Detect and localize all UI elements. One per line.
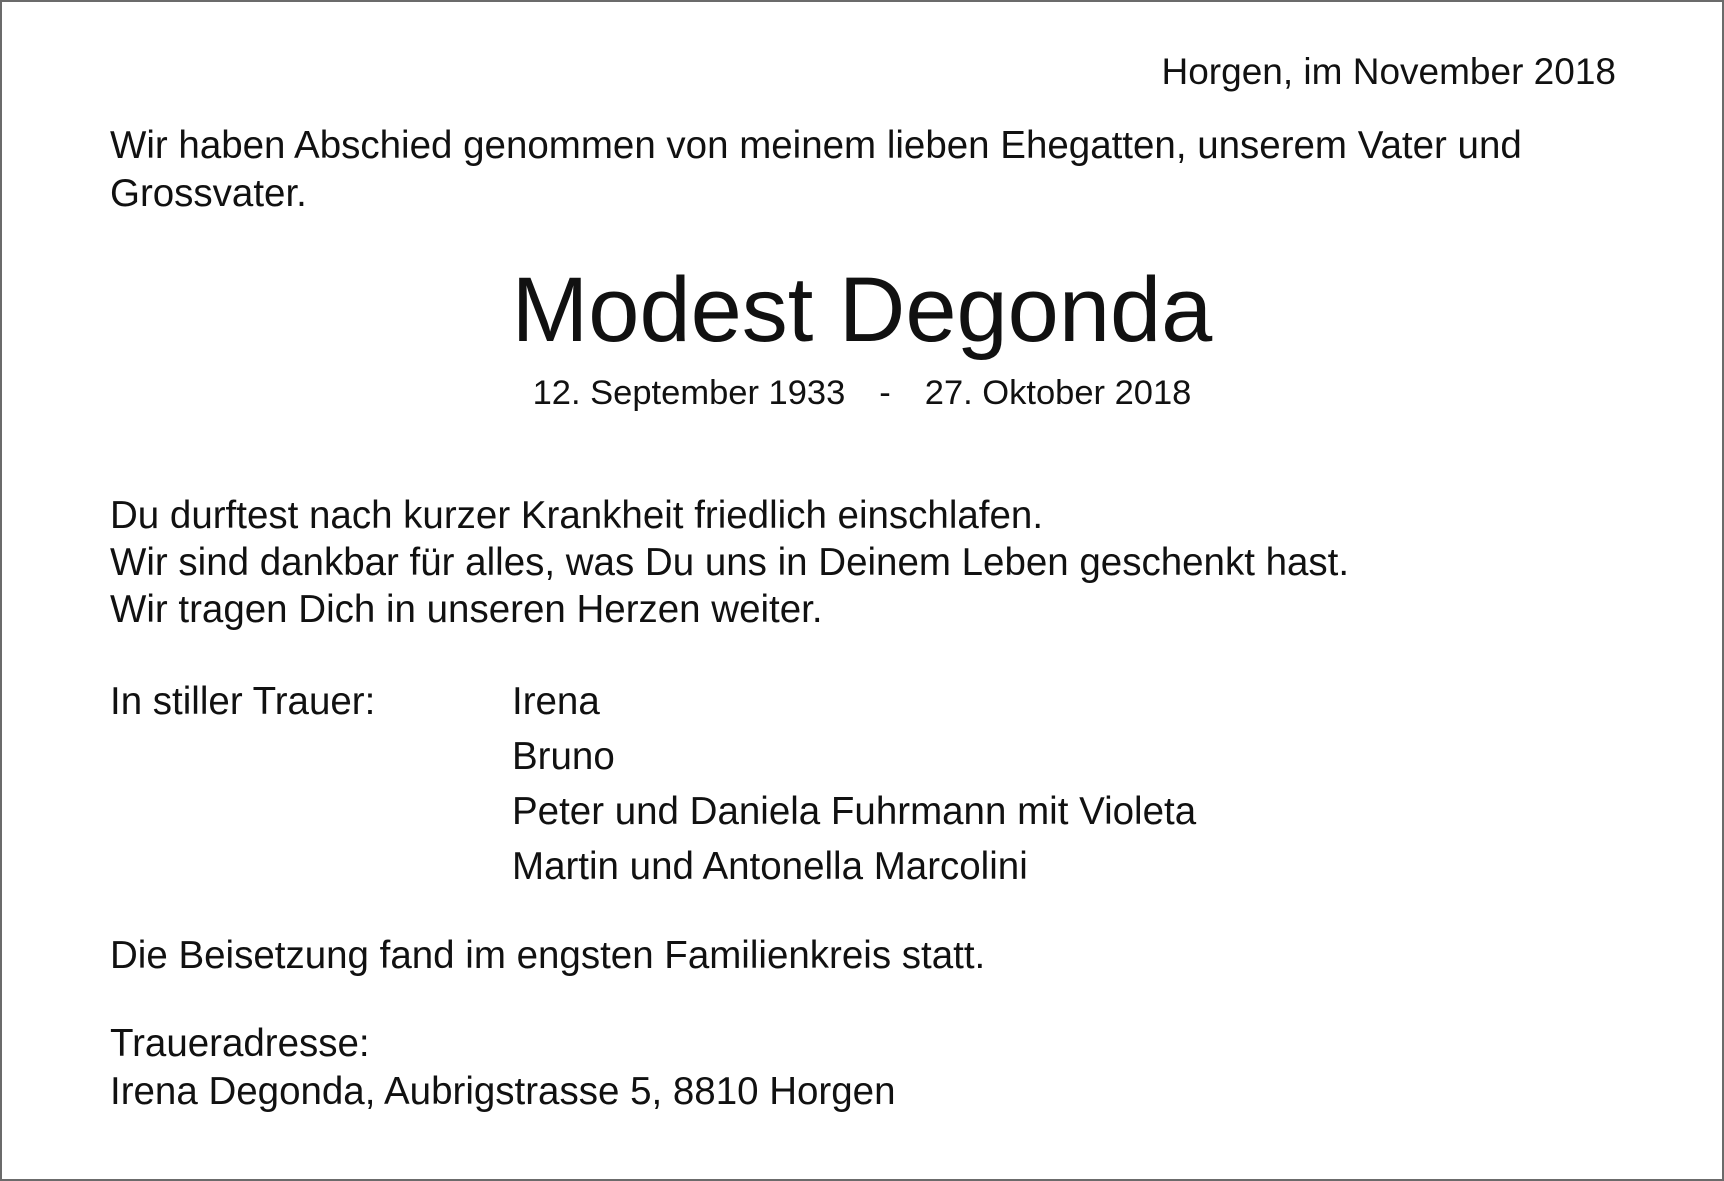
intro-text: Wir haben Abschied genommen von meinem lieben Ehegatten, unserem Vater und Grossvater. [110, 124, 1522, 215]
address-label: Traueradresse: [110, 1022, 370, 1065]
verse-line: Du durftest nach kurzer Krankheit friedlich einschlafen. [110, 494, 1044, 537]
mourners-label: In stiller Trauer: [110, 680, 376, 723]
verse-line: Wir sind dankbar für alles, was Du uns in Deinem Leben geschenkt hast. [110, 541, 1350, 584]
death-date: 27. Oktober 2018 [924, 374, 1192, 412]
verse [110, 492, 1349, 633]
mourner-name: Bruno [512, 735, 615, 778]
deceased-name: Modest Degonda [511, 259, 1213, 361]
address-value: Irena Degonda, Aubrigstrasse 5, 8810 Horgen [110, 1070, 896, 1113]
date-separator: - [879, 374, 891, 412]
mourner-name: Irena [512, 680, 600, 723]
birth-date: 12. September 1933 [532, 374, 846, 412]
mourners-list [512, 674, 1196, 894]
verse-line: Wir tragen Dich in unseren Herzen weiter. [110, 588, 823, 631]
place-date: Horgen, im November 2018 [1161, 51, 1616, 92]
mourner-name: Martin und Antonella Marcolini [512, 845, 1028, 888]
mourner-name: Peter und Daniela Fuhrmann mit Violeta [512, 790, 1197, 833]
burial-note: Die Beisetzung fand im engsten Familienkreis statt. [110, 934, 986, 977]
mourning-address [110, 1020, 896, 1116]
life-dates [2, 372, 1722, 414]
